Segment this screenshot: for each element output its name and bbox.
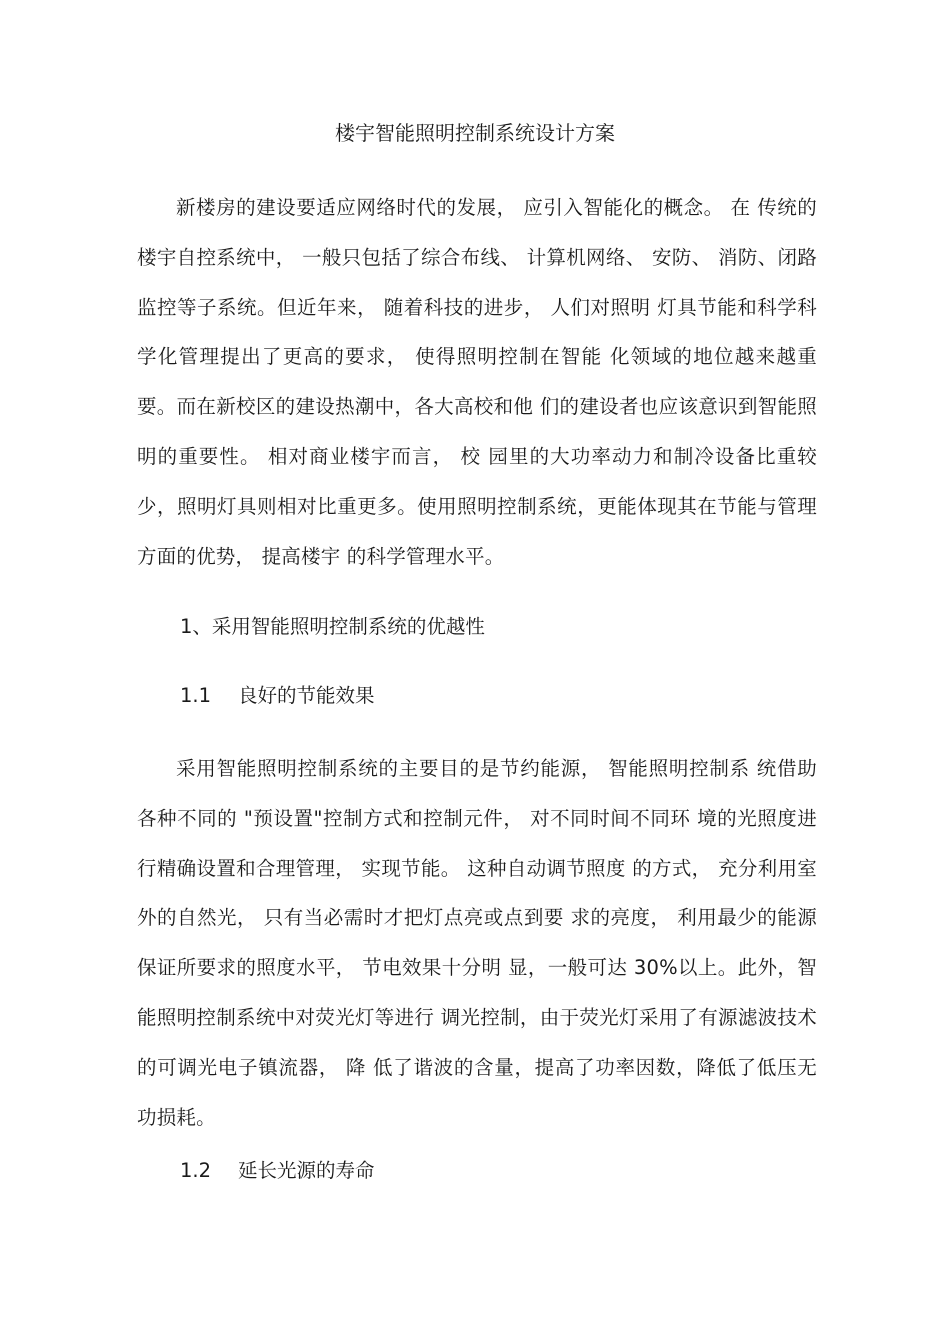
section-title: 良好的节能效果 <box>238 684 375 707</box>
section-heading-1: 1、采用智能照明控制系统的优越性 <box>180 615 485 638</box>
section-number: 1.1 <box>180 684 212 707</box>
section-heading-1-2 <box>180 1156 375 1186</box>
document-title: 楼宇智能照明控制系统设计方案 <box>335 121 615 145</box>
section-heading-1-1 <box>180 681 375 711</box>
section-number: 1.2 <box>180 1159 212 1182</box>
paragraph-intro: 新楼房的建设要适应网络时代的发展， 应引入智能化的概念。 在 传统的楼宇自控系统中， 一般只包括了综合布线、 计算机网络、 安防、 消防、闭路监控等子系统。但近年来， 随着科技的进步， 人们对照明 灯具节能和科学科学化管理提出了更高的要求， 使得照明控制在智能 化领域的地位越来越重要。而在新校区的建设热潮中，各大高校和他 们的建设者也应该意识到智能照明的重要性。 相对商业楼宇而言， 校 园里的大功率动力和制冷设备比重较少，照明灯具则相对比重更多。使用照明控制系统，更能体现其在节能与管理方面的优势， 提高楼宇 的科学管理水平。 <box>137 196 817 568</box>
section-title: 延长光源的寿命 <box>238 1159 375 1182</box>
paragraph-energy-saving: 采用智能照明控制系统的主要目的是节约能源， 智能照明控制系 统借助各种不同的 "预设置"控制方式和控制元件， 对不同时间不同环 境的光照度进行精确设置和合理管理， 实现节能。 这种自动调节照度 的方式， 充分利用室外的自然光， 只有当必需时才把灯点亮或点到要 求的亮度， 利用最少的能源保证所要求的照度水平， 节电效果十分明 显，一般可达 30%以上。此外，智能照明控制系统中对荧光灯等进行 调光控制，由于荧光灯采用了有源滤波技术的可调光电子镇流器， 降 低了谐波的含量，提高了功率因数，降低了低压无功损耗。 <box>137 757 817 1129</box>
